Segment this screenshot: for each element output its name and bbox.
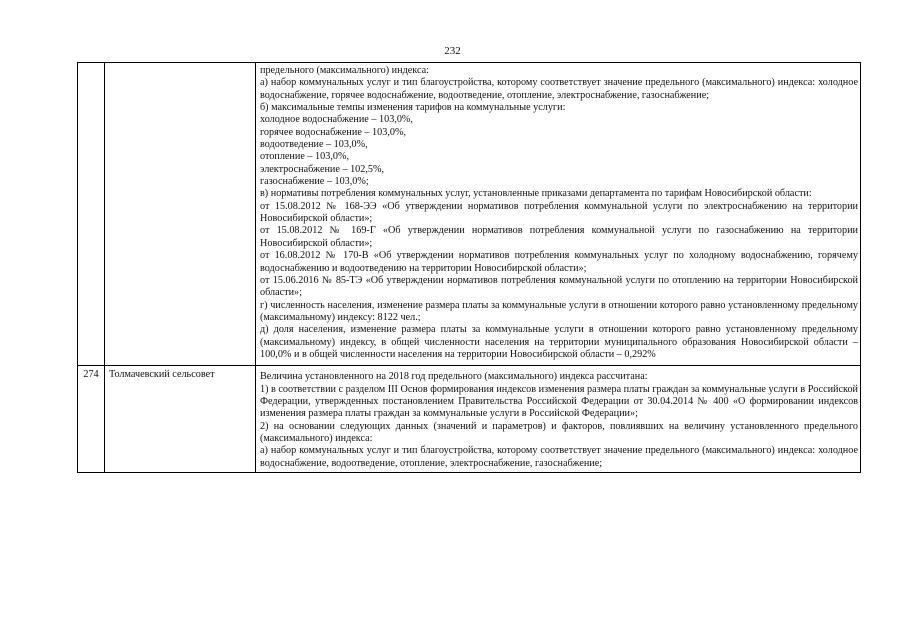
paragraph: а) набор коммунальных услуг и тип благоустройства, которому соответствует значение предельного (максимального) индекса: холодное водоснабжение, горячее водоснабжение, водоотведение, отопление, электроснабжение, газоснабжение; bbox=[260, 77, 858, 101]
paragraph: 1) в соответствии с разделом III Основ формирования индексов изменения размера платы граждан за коммунальные услуги в Российской Федерации, утвержденных постановлением Правительства Российской Федерации от 30.04.2014 № 400 «О формировании индексов изменения размера платы граждан за коммунальные услуги в Российской Федерации»; bbox=[260, 383, 858, 420]
municipality-cell bbox=[105, 63, 256, 366]
paragraph: от 15.06.2016 № 85-ТЭ «Об утверждении нормативов потребления коммунальной услуги по отоплению на территории Новосибирской области»; bbox=[260, 274, 858, 299]
paragraph: отопление – 103,0%, bbox=[260, 151, 349, 163]
description-cell bbox=[256, 366, 861, 473]
page-number: 232 bbox=[444, 45, 461, 57]
paragraph: г) численность населения, изменение размера платы за коммунальные услуги в отношении которого равно установленному предельному (максимальному) индексу: 8122 чел.; bbox=[260, 299, 858, 323]
paragraph: д) доля населения, изменение размера платы за коммунальные услуги в отношении которого равно установленному предельному (максимальному) индексу, в общей численности населения на территории муниципального образования Новосибирской области – 100,0% и в общей численности населения на территории Новосибирской области – 0,292% bbox=[260, 324, 858, 360]
paragraph: от 15.08.2012 № 169-Г «Об утверждении нормативов потребления коммунальной услуги по газоснабжению на территории Новосибирской области»; bbox=[260, 225, 858, 249]
table-row bbox=[78, 63, 861, 366]
paragraph: газоснабжение – 103,0%; bbox=[260, 176, 369, 188]
paragraph: горячее водоснабжение – 103,0%, bbox=[260, 126, 407, 138]
paragraph: от 15.08.2012 № 168-ЭЭ «Об утверждении нормативов потребления коммунальной услуги по электроснабжению на территории Новосибирской области»; bbox=[260, 200, 858, 225]
tariff-table bbox=[77, 62, 861, 473]
row-number-cell: 274 bbox=[78, 366, 105, 473]
table-row bbox=[78, 366, 861, 473]
paragraph: 2) на основании следующих данных (значений и параметров) и факторов, повлиявших на величину установленного предельного (максимального) индекса: bbox=[260, 420, 858, 444]
paragraph: водоотведение – 103,0%, bbox=[260, 139, 368, 151]
paragraph: предельного (максимального) индекса: bbox=[260, 65, 429, 76]
paragraph: электроснабжение – 102,5%, bbox=[260, 163, 385, 175]
paragraph: в) нормативы потребления коммунальных услуг, установленные приказами департамента по тарифам Новосибирской области: bbox=[260, 188, 812, 200]
municipality-cell: Толмачевский сельсовет bbox=[105, 366, 256, 473]
paragraph: от 16.08.2012 № 170-В «Об утверждении нормативов потребления коммунальных услуг по холодному водоснабжению, горячему водоснабжению и водоотведению на территории Новосибирской области»; bbox=[260, 250, 858, 274]
row-number-cell bbox=[78, 63, 105, 366]
paragraph: Величина установленного на 2018 год предельного (максимального) индекса рассчитана: bbox=[260, 371, 648, 383]
description-cell bbox=[256, 63, 861, 366]
paragraph: а) набор коммунальных услуг и тип благоустройства, которому соответствует значение предельного (максимального) индекса: холодное водоснабжение, водоотведение, отопление, электроснабжение, газоснабжение; bbox=[260, 445, 858, 469]
paragraph: б) максимальные темпы изменения тарифов на коммунальные услуги: bbox=[260, 102, 566, 114]
paragraph: холодное водоснабжение – 103,0%, bbox=[260, 114, 413, 126]
